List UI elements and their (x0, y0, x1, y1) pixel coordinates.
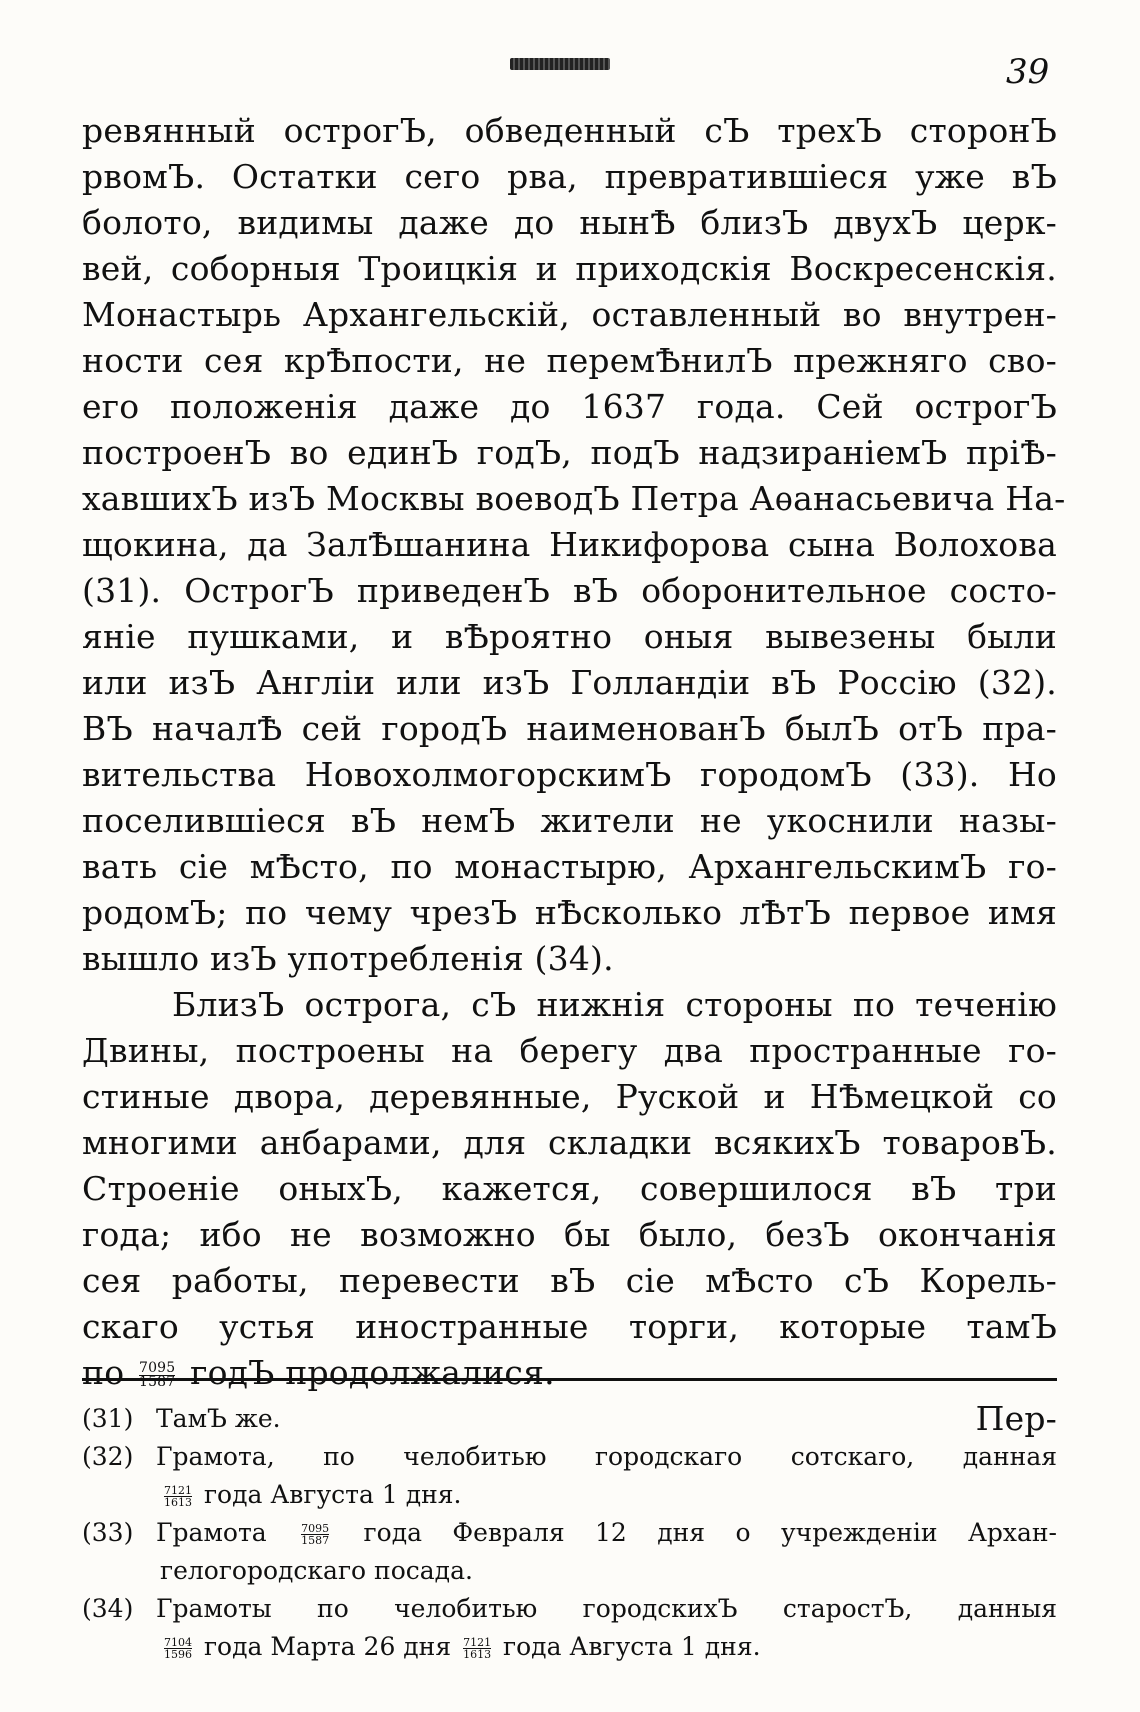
text-line: Двины, построены на берегу два пространные го- (82, 1031, 1057, 1070)
text-line: скаго устья иностранные торги, которые тамЪ (82, 1307, 1057, 1346)
text-line: поселившіеся вЪ немЪ жители не укоснили назы- (82, 801, 1057, 840)
text-line: БлизЪ острога, сЪ нижнія стороны по теченію (172, 985, 1057, 1024)
text-line: рвомЪ. Остатки сего рва, превратившіеся уже вЪ (82, 157, 1057, 196)
footnote-rule (82, 1378, 1057, 1381)
footnote-text: Грамота, по челобитью городскаго сотскаго, данная (156, 1442, 1057, 1471)
footnote-text: гелогородскаго посада. (160, 1556, 473, 1585)
footnote-32 (82, 1438, 1057, 1476)
fraction-top: 7095 (138, 1359, 176, 1376)
fraction-bottom: 1596 (164, 1648, 192, 1661)
text-line: Строеніе оныхЪ, кажется, совершилося вЪ три (82, 1169, 1057, 1208)
page-number: 39 (1006, 52, 1050, 92)
fraction-top: 7095 (301, 1522, 330, 1535)
fraction-bottom: 1587 (138, 1373, 176, 1390)
footnote-number: (32) (82, 1442, 134, 1471)
text-line: (31). ОстрогЪ приведенЪ вЪ оборонительное состо- (82, 571, 1057, 610)
text-line: болото, видимы даже до нынѢ близЪ двухЪ церк- (82, 203, 1057, 242)
text-line: вать сіе мѢсто, по монастырю, АрхангельскимЪ го- (82, 847, 1057, 886)
last-line-before: по (82, 1353, 125, 1392)
text-line: или изЪ Англіи или изЪ Голландіи вЪ Россію (32). (82, 663, 1057, 702)
footnotes (82, 1400, 1057, 1666)
footnote-text: Грамоты по челобитью городскихЪ старостЪ, данныя (156, 1594, 1057, 1623)
text-line: сея работы, перевести вЪ сіе мѢсто сЪ Корель- (82, 1261, 1057, 1300)
text-line: ности сея крѢпости, не перемѢнилЪ прежняго сво- (82, 341, 1057, 380)
year-fraction (138, 1359, 176, 1390)
text-line: вей, соборныя Троицкія и приходскія Воскресенскія. (82, 249, 1057, 288)
fraction-top: 7121 (164, 1484, 192, 1497)
fraction-bottom: 1613 (164, 1496, 192, 1509)
text-line: ВЪ началѢ сей городЪ наименованЪ былЪ отЪ пра- (82, 709, 1057, 748)
text-line: вышло изЪ употребленія (34). (82, 939, 614, 978)
footnote-33-cont (82, 1552, 1057, 1590)
fraction-top: 7121 (463, 1636, 492, 1649)
fraction-bottom: 1587 (301, 1534, 330, 1547)
footnote-text: ТамЪ же. (156, 1404, 281, 1433)
footnote-number: (31) (82, 1404, 134, 1433)
footnote-number: (33) (82, 1518, 134, 1547)
text-line: яніе пушками, и вѢроятно оныя вывезены были (82, 617, 1057, 656)
text-line: вительства НовохолмогорскимЪ городомЪ (33). Но (82, 755, 1057, 794)
footnote-34-cont (82, 1628, 1057, 1666)
fraction-bottom: 1613 (463, 1648, 492, 1661)
text-line: родомЪ; по чему чрезЪ нѢсколько лѢтЪ первое имя (82, 893, 1057, 932)
footnote-31 (82, 1400, 1057, 1438)
footnote-text: года Августа 1 дня. (203, 1480, 462, 1509)
text-line: Монастырь Архангельскій, оставленный во внутрен- (82, 295, 1057, 334)
footnote-32-cont (82, 1476, 1057, 1514)
year-fraction (301, 1523, 329, 1546)
fraction-top: 7104 (164, 1636, 192, 1649)
last-line-after: годЪ продолжалися. (190, 1353, 555, 1392)
text-line: года; ибо не возможно бы было, безЪ окончанія (82, 1215, 1057, 1254)
footnote-33 (82, 1514, 1057, 1552)
year-fraction (164, 1485, 192, 1508)
footnote-34 (82, 1590, 1057, 1628)
header-ornament (510, 58, 610, 70)
year-fraction (463, 1637, 491, 1660)
text-line: щокина, да ЗалѢшанина Никифорова сына Волохова (82, 525, 1057, 564)
text-line: ревянный острогЪ, обведенный сЪ трехЪ сторонЪ (82, 111, 1057, 150)
text-line: многими анбарами, для складки всякихЪ товаровЪ. (82, 1123, 1057, 1162)
catchword: Пер- (975, 1399, 1057, 1438)
main-text (82, 108, 1066, 1442)
footnote-number: (34) (82, 1594, 134, 1623)
footnote-text: года Августа 1 дня. (503, 1632, 761, 1661)
text-line-last (82, 1350, 1057, 1396)
footnote-text: года Февраля 12 дня о учрежденіи Архан- (363, 1518, 1057, 1547)
text-line: построенЪ во единЪ годЪ, подЪ надзираніемЪ прiѢ- (82, 433, 1057, 472)
footnote-text: Грамота (156, 1518, 267, 1547)
year-fraction (164, 1637, 192, 1660)
text-line: стиные двора, деревянные, Руской и НѢмецкой со (82, 1077, 1057, 1116)
text-line: хавшихЪ изЪ Москвы воеводЪ Петра Аѳанасьевича На- (82, 479, 1066, 518)
text-line: его положенія даже до 1637 года. Сей острогЪ (82, 387, 1057, 426)
footnote-text: года Марта 26 дня (203, 1632, 452, 1661)
